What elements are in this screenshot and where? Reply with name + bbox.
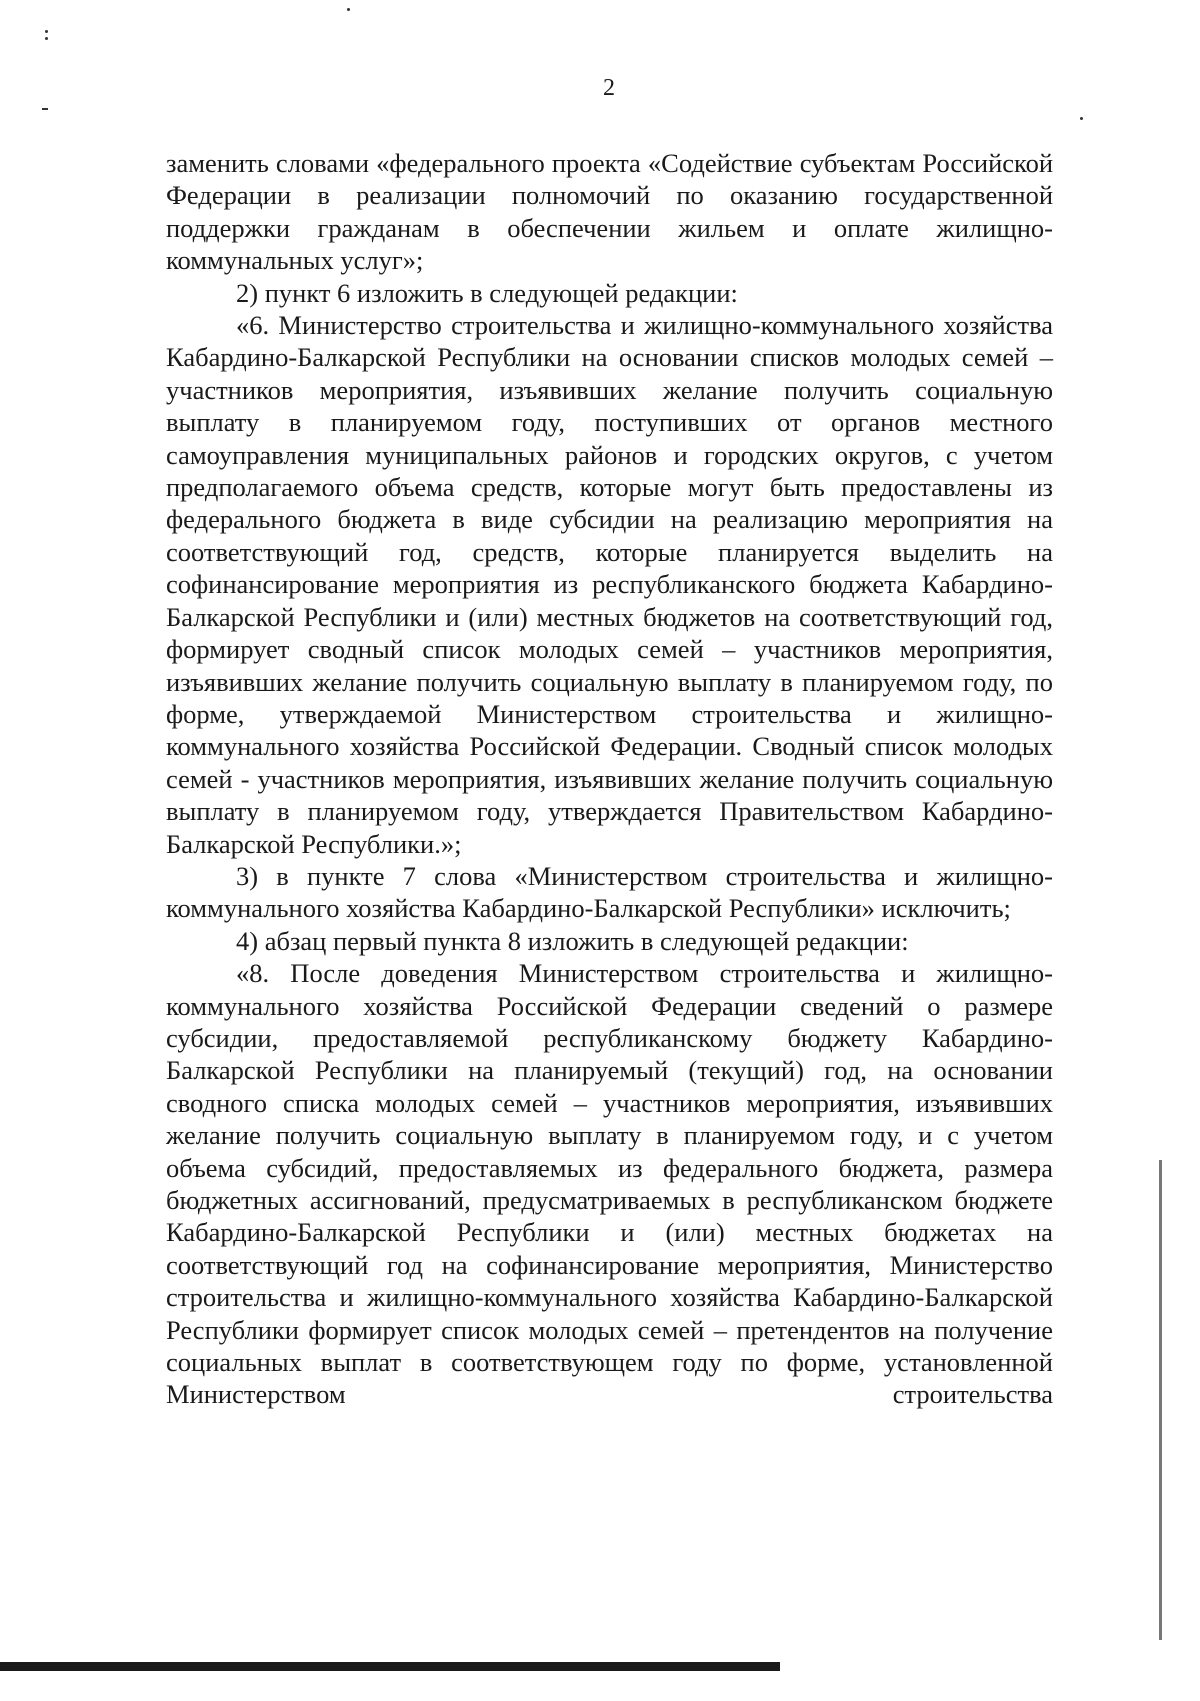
scan-speck (45, 37, 48, 40)
scan-speck (45, 30, 48, 33)
paragraph-item-3: 3) в пункте 7 слова «Министерством строительства и жилищно-коммунального хозяйства Кабардино-Балкарской Республики» исключить; (166, 860, 1053, 924)
scan-edge-bottom (0, 1662, 780, 1671)
scan-speck (1080, 117, 1083, 120)
scan-speck (347, 8, 350, 11)
paragraph-point-8: «8. После доведения Министерством строительства и жилищно-коммунального хозяйства Российской Федерации сведений о размере субсидии, предоставляемой республиканскому бюджету Кабардино-Балкарской Республики на планируемый (текущий) год, на основании сводного списка молодых семей – участников мероприятия, изъявивших желание получить социальную выплату в планируемом году, и с учетом объема субсидий, предоставляемых из федерального бюджета, размера бюджетных ассигнований, предусматриваемых в республиканском бюджете Кабардино-Балкарской Республики и (или) местных бюджетах на соответствующий год на софинансирование мероприятия, Министерство строительства и жилищно-коммунального хозяйства Кабардино-Балкарской Республики формирует список молодых семей – претендентов на получение социальных выплат в соответствующем году по форме, установленной Министерством строительства (166, 958, 1053, 1410)
paragraph-continuation: заменить словами «федерального проекта «Содействие субъектам Российской Федерации в реализации полномочий по оказанию государственной поддержки гражданам в обеспечении жильем и оплате жилищно-коммунальных услуг»; (166, 148, 1053, 276)
page-number: 2 (603, 75, 615, 101)
paragraph-item-4: 4) абзац первый пункта 8 изложить в следующей редакции: (236, 925, 909, 956)
scan-speck (42, 108, 48, 110)
document-body (166, 147, 1053, 1411)
paragraph-point-6: «6. Министерство строительства и жилищно-коммунального хозяйства Кабардино-Балкарской Республики на основании списков молодых семей – участников мероприятия, изъявивших желание получить социальную выплату в планируемом году, поступивших от органов местного самоуправления муниципальных районов и городских округов, с учетом предполагаемого объема средств, которые могут быть предоставлены из федерального бюджета в виде субсидии на реализацию мероприятия на соответствующий год, средств, которые планируется выделить на софинансирование мероприятия из республиканского бюджета Кабардино-Балкарской Республики и (или) местных бюджетов на соответствующий год, формирует сводный список молодых семей – участников мероприятия, изъявивших желание получить социальную выплату в планируемом году, по форме, утверждаемой Министерством строительства и жилищно-коммунального хозяйства Российской Федерации. Сводный список молодых семей - участников мероприятия, изъявивших желание получить социальную выплату в планируемом году, утверждается Правительством Кабардино-Балкарской Республики.»; (166, 310, 1053, 859)
paragraph-item-2: 2) пункт 6 изложить в следующей редакции: (236, 277, 738, 308)
scan-edge-right (1159, 1160, 1162, 1640)
